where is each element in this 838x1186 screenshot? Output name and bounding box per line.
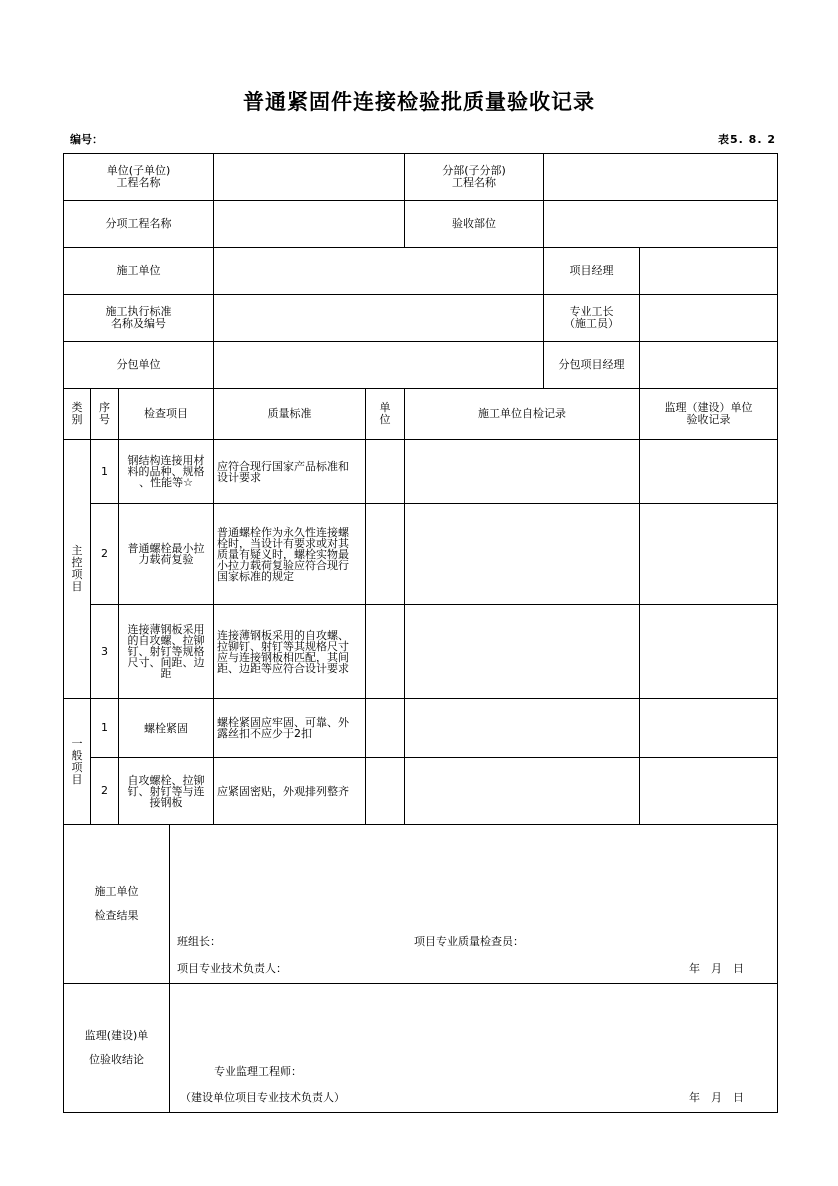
- sub-project-name-label: 分部(子分部) 工程名称: [405, 154, 544, 201]
- unit-project-name-label: 单位(子单位) 工程名称: [64, 154, 214, 201]
- number-label: 编号：: [70, 133, 103, 146]
- foreman-label: 专业工长 （施工员）: [544, 295, 640, 342]
- quality-standard-header: 质量标准: [214, 389, 366, 440]
- standard-name-value[interactable]: [214, 295, 544, 342]
- unit-cell[interactable]: [366, 605, 405, 699]
- supervision-cell[interactable]: [640, 504, 778, 605]
- table-row: [64, 605, 778, 699]
- unit-project-name-value[interactable]: [214, 154, 405, 201]
- project-manager-value[interactable]: [640, 248, 778, 295]
- check-item: 钢结构连接用材 料的品种、规格 、性能等☆: [119, 440, 214, 504]
- general-category-label: 一 般 项 目: [64, 699, 91, 825]
- quality-standard: 螺栓紧固应牢固、可靠、外 露丝扣不应少于2扣: [214, 699, 366, 758]
- self-check-cell[interactable]: [405, 605, 640, 699]
- foreman-value[interactable]: [640, 295, 778, 342]
- subcontract-unit-value[interactable]: [214, 342, 544, 389]
- self-check-cell[interactable]: [405, 758, 640, 825]
- self-check-cell[interactable]: [405, 699, 640, 758]
- quality-standard: 连接薄钢板采用的自攻螺、 拉铆钉、射钉等其规格尺寸 应与连接钢板相匹配，其间 距、边距等应符合设计要求: [214, 605, 366, 699]
- team-leader-label: 班组长：: [177, 935, 221, 948]
- main-category-label: 主 控 项 目: [64, 440, 91, 699]
- check-item: 自攻螺栓、拉铆 钉、射钉等与连 接钢板: [119, 758, 214, 825]
- inspection-result-label: 施工单位 检查结果: [64, 825, 170, 984]
- check-item: 连接薄钢板采用 的自攻螺、拉铆 钉、射钉等规格 尺寸、间距、边 距: [119, 605, 214, 699]
- result-date: 年 月 日: [689, 962, 744, 975]
- supervision-cell[interactable]: [640, 605, 778, 699]
- self-check-header: 施工单位自检记录: [405, 389, 640, 440]
- subcontract-manager-label: 分包项目经理: [544, 342, 640, 389]
- check-item: 普通螺栓最小拉 力载荷复验: [119, 504, 214, 605]
- supervision-cell[interactable]: [640, 699, 778, 758]
- owner-tech-lead-label: （建设单位项目专业技术负责人）: [180, 1091, 345, 1104]
- subcontract-manager-value[interactable]: [640, 342, 778, 389]
- inspection-result-area[interactable]: [170, 825, 778, 984]
- table-row: [64, 758, 778, 825]
- construction-unit-label: 施工单位: [64, 248, 214, 295]
- supervision-cell[interactable]: [640, 440, 778, 504]
- unit-cell[interactable]: [366, 699, 405, 758]
- self-check-cell[interactable]: [405, 440, 640, 504]
- supervision-cell[interactable]: [640, 758, 778, 825]
- supervising-engineer-label: 专业监理工程师：: [214, 1065, 302, 1078]
- table-row: [64, 699, 778, 758]
- unit-cell[interactable]: [366, 504, 405, 605]
- construction-unit-value[interactable]: [214, 248, 544, 295]
- quality-standard: 应符合现行国家产品标准和 设计要求: [214, 440, 366, 504]
- sub-project-name-value[interactable]: [544, 154, 778, 201]
- project-manager-label: 项目经理: [544, 248, 640, 295]
- supervision-header: 监理（建设）单位 验收记录: [640, 389, 778, 440]
- conclusion-date: 年 月 日: [689, 1091, 744, 1104]
- category-header: 类 别: [64, 389, 91, 440]
- table-row: [64, 504, 778, 605]
- acceptance-conclusion-area[interactable]: [170, 984, 778, 1113]
- item-seq: 1: [91, 440, 119, 504]
- item-project-name-value[interactable]: [214, 201, 405, 248]
- acceptance-part-value[interactable]: [544, 201, 778, 248]
- quality-standard: 普通螺栓作为永久性连接螺 栓时，当设计有要求或对其 质量有疑义时，螺栓实物最 小拉力载荷复验应符合现行 国家标准的规定: [214, 504, 366, 605]
- acceptance-conclusion-label: 监理(建设)单 位验收结论: [64, 984, 170, 1113]
- form-code: 表5. 8. 2: [718, 133, 776, 146]
- item-seq: 1: [91, 699, 119, 758]
- unit-cell[interactable]: [366, 440, 405, 504]
- self-check-cell[interactable]: [405, 504, 640, 605]
- item-seq: 2: [91, 504, 119, 605]
- table-row: [64, 440, 778, 504]
- item-project-name-label: 分项工程名称: [64, 201, 214, 248]
- quality-inspector-label: 项目专业质量检查员：: [414, 935, 524, 948]
- unit-header: 单 位: [366, 389, 405, 440]
- inspection-form-table: [63, 153, 778, 1113]
- seq-header: 序 号: [91, 389, 119, 440]
- quality-standard: 应紧固密贴，外观排列整齐: [214, 758, 366, 825]
- unit-cell[interactable]: [366, 758, 405, 825]
- item-seq: 2: [91, 758, 119, 825]
- item-seq: 3: [91, 605, 119, 699]
- check-item: 螺栓紧固: [119, 699, 214, 758]
- form-title: 普通紧固件连接检验批质量验收记录: [243, 90, 595, 114]
- check-item-header: 检查项目: [119, 389, 214, 440]
- subcontract-unit-label: 分包单位: [64, 342, 214, 389]
- tech-lead-label: 项目专业技术负责人：: [177, 962, 287, 975]
- acceptance-part-label: 验收部位: [405, 201, 544, 248]
- standard-name-label: 施工执行标准 名称及编号: [64, 295, 214, 342]
